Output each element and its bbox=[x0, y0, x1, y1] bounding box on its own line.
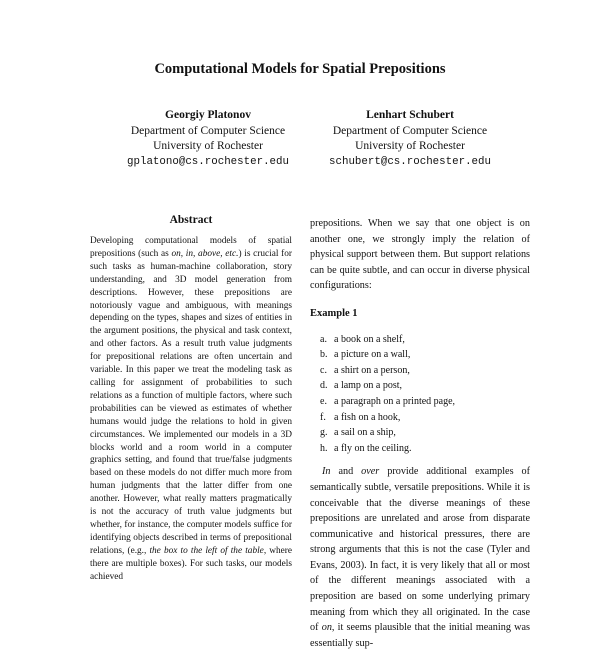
list-marker: d. bbox=[320, 380, 328, 392]
author-block-2 bbox=[290, 108, 530, 170]
list-text: a fly on the ceiling. bbox=[334, 442, 412, 454]
list-marker: e. bbox=[320, 395, 327, 407]
list-item bbox=[320, 363, 530, 379]
author-department: Department of Computer Science bbox=[130, 124, 286, 137]
author-email: gplatono@cs.rochester.edu bbox=[127, 155, 289, 168]
body-italic: In bbox=[322, 466, 331, 478]
list-marker: b. bbox=[320, 349, 328, 361]
author-department: Department of Computer Science bbox=[332, 124, 488, 137]
body-paragraph bbox=[310, 464, 530, 651]
author-university: University of Rochester bbox=[153, 140, 263, 152]
list-text: a sail on a ship, bbox=[334, 427, 396, 439]
body-text: and bbox=[330, 466, 362, 478]
paper-title: Computational Models for Spatial Prepositions bbox=[154, 61, 446, 77]
body-italic: on bbox=[321, 622, 332, 634]
abstract-text-italic: on, in, above, etc. bbox=[171, 248, 239, 259]
list-text: a lamp on a post, bbox=[334, 380, 403, 392]
author-name: Lenhart Schubert bbox=[366, 109, 454, 121]
list-item bbox=[320, 441, 530, 457]
list-item bbox=[320, 347, 530, 363]
body-text: provide additional examples of semantically subtle, versatile prepositions. While it is conceivable that the diverse meanings of these prepositions are unrelated and arose from disparate communicative and historical pressures, there are strong arguments that this is not the case (Tyler and Evans, 2003). In fact, it is very likely that all or most of the different meanings associated with a preposition are based on some underlying primary meaning from which they all originated. In the case of bbox=[310, 466, 530, 634]
left-column bbox=[90, 214, 292, 583]
author-university: University of Rochester bbox=[355, 140, 465, 152]
list-text: a fish on a hook, bbox=[334, 411, 401, 423]
list-marker: h. bbox=[320, 442, 328, 454]
abstract-text-italic: the box to the left of the table bbox=[149, 545, 264, 556]
abstract-heading: Abstract bbox=[169, 214, 213, 226]
right-column bbox=[310, 216, 530, 651]
author-name: Georgiy Platonov bbox=[165, 109, 251, 121]
body-text: , it seems plausible that the initial meaning was essentially sup- bbox=[310, 622, 530, 649]
list-text: a paragraph on a printed page, bbox=[334, 395, 456, 407]
list-item bbox=[320, 410, 530, 426]
list-text: a picture on a wall, bbox=[334, 349, 411, 361]
list-marker: a. bbox=[320, 333, 327, 345]
abstract-text-segment: ) is crucial for such tasks as human-machine collaboration, story understanding, and 3D model generation from descriptions. However, these prepositions are notoriously vague and ambiguous, with meanings depending on the types, shapes and sizes of entities in the argument positions, the physical and task context, and other factors. As a result truth value judgments for prepositional relations are often uncertain and variable. In this paper we treat the modeling task as calling for assignment of probabilities to such relations as a function of multiple factors, where such probabilities can be viewed as estimates of whether humans would judge the relations to hold in given circumstances. We implemented our models in a 3D blocks world and a room world in a computer graphics setting, and found that true/false judgments based on these models do not differ much more from human judgments that the latter differ from one another. However, what really matters pragmatically is not the accuracy of truth value judgments but whether, for instance, the computer models suffice for identifying objects described in terms of prepositional relations, (e.g., bbox=[90, 248, 292, 556]
author-email: schubert@cs.rochester.edu bbox=[329, 155, 491, 168]
intro-paragraph: prepositions. When we say that one object is on another one, we strongly imply the relation of physical support between them. But support relations can be quite subtle, and can occur in diverse physical configurations: bbox=[310, 218, 530, 292]
body-italic: over bbox=[361, 466, 380, 478]
example-heading: Example 1 bbox=[310, 307, 358, 319]
list-item bbox=[320, 394, 530, 410]
abstract-text bbox=[90, 235, 292, 583]
list-item bbox=[320, 332, 530, 348]
abstract-text-segment: , where there are multiple boxes). For such tasks, our models achieved bbox=[90, 545, 292, 582]
list-marker: f. bbox=[320, 411, 326, 423]
list-text: a shirt on a person, bbox=[334, 364, 410, 376]
list-marker: c. bbox=[320, 364, 327, 376]
example-list bbox=[310, 332, 530, 457]
abstract-text-segment: Developing computational models of spatial prepositions (such as bbox=[90, 236, 292, 259]
list-marker: g. bbox=[320, 427, 328, 439]
list-item bbox=[320, 378, 530, 394]
list-text: a book on a shelf, bbox=[334, 333, 405, 345]
list-item bbox=[320, 425, 530, 441]
